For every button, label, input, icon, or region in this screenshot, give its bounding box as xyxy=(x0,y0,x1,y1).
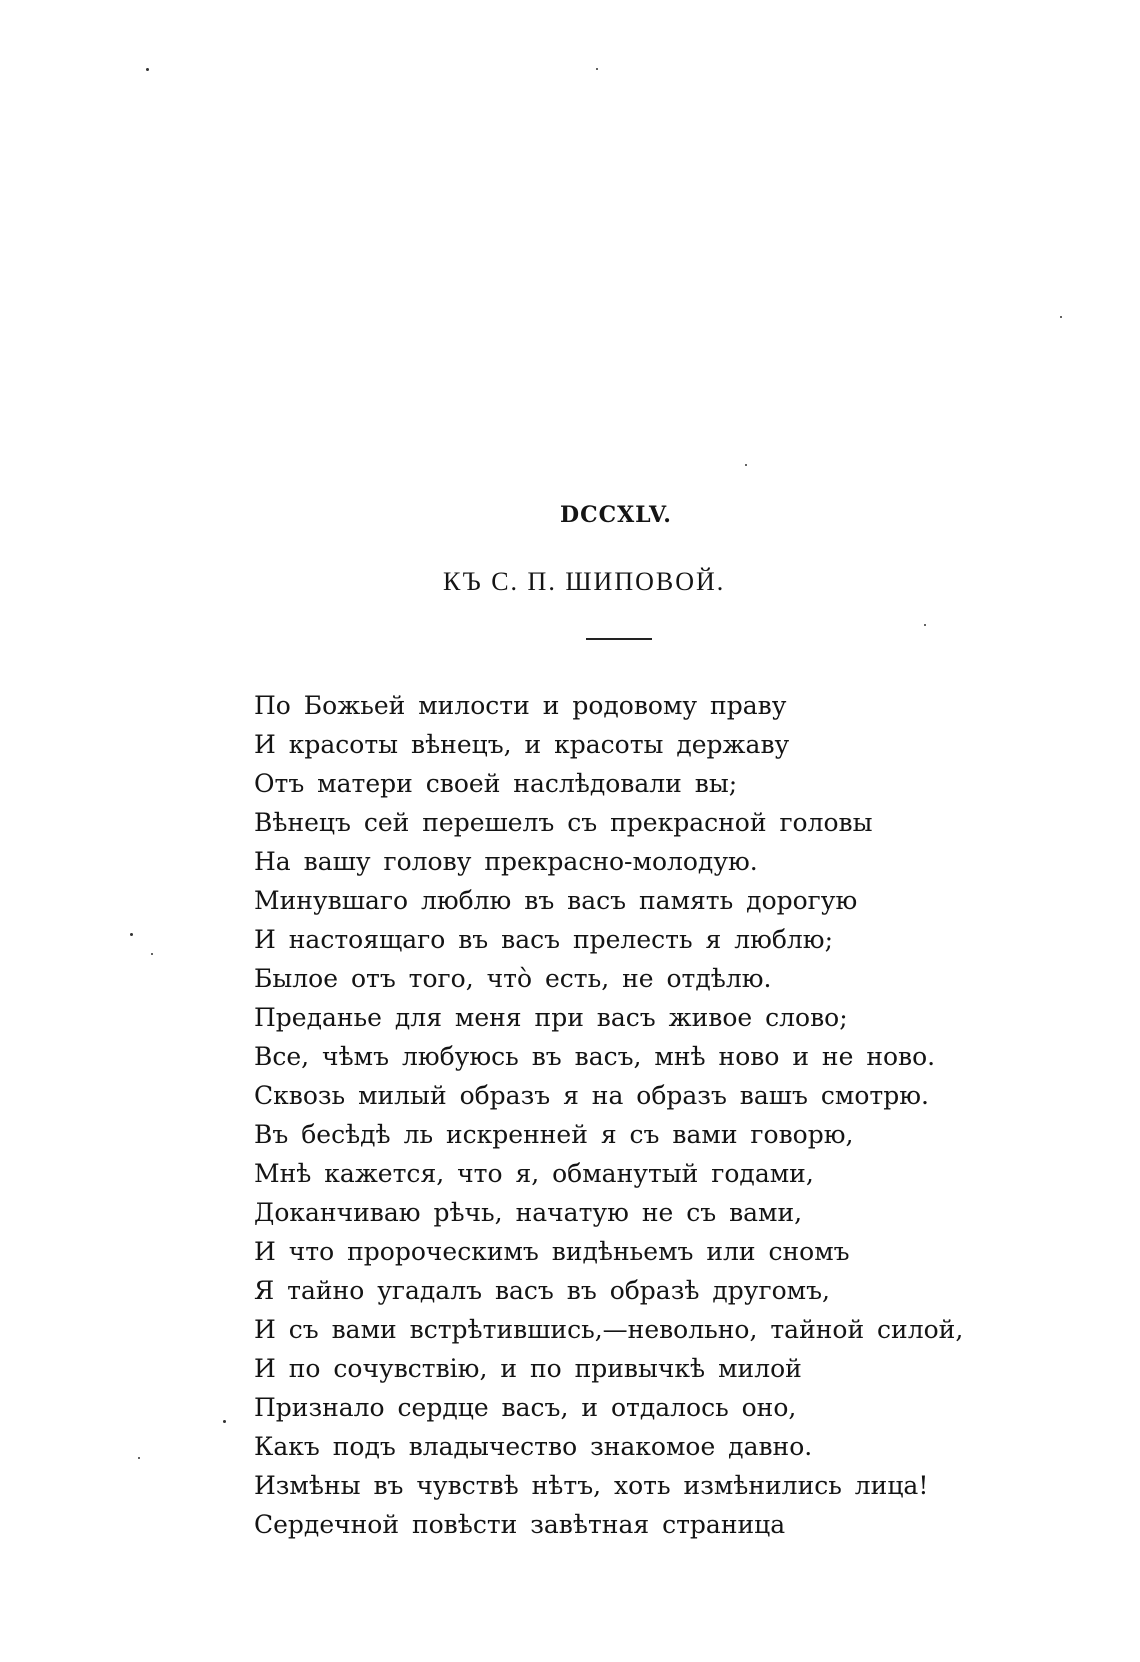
poem-line: Вѣнецъ сей перешелъ съ прекрасной головы xyxy=(254,808,873,837)
poem-line: Минувшаго люблю въ васъ память дорогую xyxy=(254,886,858,915)
title-rule xyxy=(586,638,652,640)
poem-text xyxy=(254,686,974,1544)
print-speck xyxy=(223,1420,226,1423)
poem-line: И что пророческимъ видѣньемъ или сномъ xyxy=(254,1237,850,1266)
poem-line: Измѣны въ чувствѣ нѣтъ, хоть измѣнились лица! xyxy=(254,1471,929,1500)
print-speck xyxy=(924,624,926,626)
poem-line: Признало сердце васъ, и отдалось оно, xyxy=(254,1393,797,1422)
poem-line: Отъ матери своей наслѣдовали вы; xyxy=(254,769,738,798)
poem-line: И красоты вѣнецъ, и красоты державу xyxy=(254,730,790,759)
poem-line: Сквозь милый образъ я на образъ вашъ смотрю. xyxy=(254,1081,929,1110)
print-speck xyxy=(745,464,747,466)
poem-line: И по сочувствiю, и по привычкѣ милой xyxy=(254,1354,802,1383)
print-speck xyxy=(146,68,149,71)
print-speck xyxy=(130,933,133,936)
poem-line: Сердечной повѣсти завѣтная страница xyxy=(254,1510,786,1539)
poem-line: Я тайно угадалъ васъ въ образѣ другомъ, xyxy=(254,1276,830,1305)
poem-line: И съ вами встрѣтившись,—невольно, тайной силой, xyxy=(254,1315,964,1344)
print-speck xyxy=(151,953,153,955)
poem-line: Въ бесѣдѣ ль искренней я съ вами говорю, xyxy=(254,1120,854,1149)
poem-dedication: КЪ С. П. ШИПОВОЙ. xyxy=(443,567,726,596)
poem-line: На вашу голову прекрасно-молодую. xyxy=(254,847,758,876)
print-speck xyxy=(596,68,598,70)
print-speck xyxy=(1060,316,1062,318)
poem-line: И настоящаго въ васъ прелесть я люблю; xyxy=(254,925,833,954)
poem-number: DCCXLV. xyxy=(560,502,672,528)
poem-line: Мнѣ кажется, что я, обманутый годами, xyxy=(254,1159,814,1188)
poem-line: Все, чѣмъ любуюсь въ васъ, мнѣ ново и не ново. xyxy=(254,1042,936,1071)
poem-line: Какъ подъ владычество знакомое давно. xyxy=(254,1432,813,1461)
poem-line: Былое отъ того, что̀ есть, не отдѣлю. xyxy=(254,964,772,993)
poem-line: Преданье для меня при васъ живое слово; xyxy=(254,1003,848,1032)
poem-line: Доканчиваю рѣчь, начатую не съ вами, xyxy=(254,1198,803,1227)
print-speck xyxy=(138,1457,140,1459)
poem-line: По Божьей милости и родовому праву xyxy=(254,691,787,720)
